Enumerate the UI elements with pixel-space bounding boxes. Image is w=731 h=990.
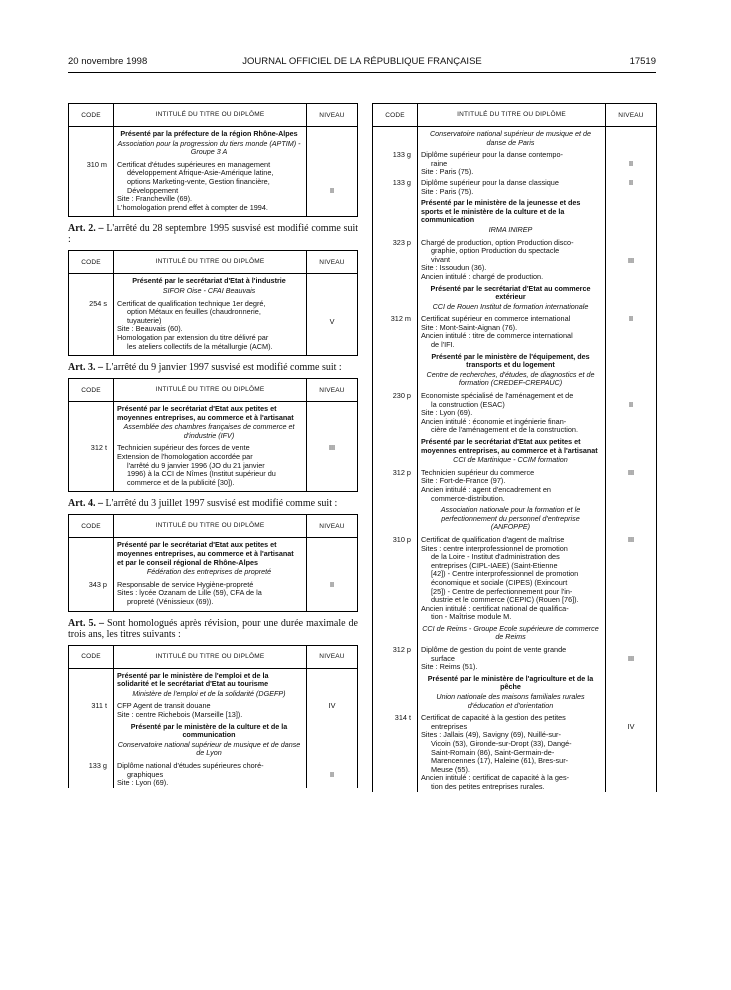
entry-line: graphie, option Production du spectacle bbox=[431, 246, 560, 256]
entry-line: Sites : Jallais (49), Savigny (69), Nuillé-sur- bbox=[421, 730, 561, 740]
organization: Ministère de l'emploi et de la solidarité (DGEFP) bbox=[132, 688, 286, 698]
col-level-header: NIVEAU bbox=[319, 111, 345, 119]
article-number: Art. 2. – bbox=[68, 223, 104, 235]
entry-code: 230 p bbox=[392, 391, 411, 401]
entry-level: III bbox=[328, 443, 336, 453]
table-4 bbox=[68, 514, 358, 611]
organization: Centre de recherches, d'études, de diagnostics et de formation (CREDEF-CREPAUC) bbox=[426, 369, 595, 388]
organization: CCI de Rouen Institut de formation internationale bbox=[432, 301, 589, 311]
organization: Association nationale pour la formation et le perfectionnement du personnel d'entreprise (ANFOPPE) bbox=[440, 505, 581, 532]
table-body bbox=[69, 402, 357, 491]
entry-line: tion - Maîtrise module M. bbox=[431, 612, 512, 622]
entry-line: Site : Lyon (69). bbox=[421, 408, 473, 418]
entry-line: Diplôme supérieur pour la danse contempo- bbox=[421, 150, 563, 160]
entry-line: Marencennes (17), Haleine (61), Bres-sur- bbox=[431, 756, 569, 766]
entry-level: II bbox=[628, 177, 634, 187]
entry-line: Site : Issoudun (36). bbox=[421, 263, 487, 273]
presenter: Présenté par le secrétariat d'Etat au commerce extérieur bbox=[430, 283, 591, 302]
entry-line: Site : Paris (75). bbox=[421, 167, 474, 177]
entry-level: II bbox=[628, 159, 634, 169]
entry-line: Saint-Romain (86), Saint-Germain-de- bbox=[431, 747, 555, 757]
entry-code: 312 p bbox=[392, 467, 411, 477]
table-row bbox=[373, 390, 656, 435]
col-title-header: INTITULÉ DU TITRE OU DIPLÔME bbox=[113, 104, 307, 126]
presenter: Présenté par le secrétariat d'Etat aux petites et moyennes entreprises, au commerce et à l'artisanat bbox=[117, 404, 294, 422]
organization: SIFOR Oise - CFAI Beauvais bbox=[162, 285, 256, 295]
entry-code: 312 p bbox=[392, 645, 411, 655]
entry-line: les ateliers collectifs de la métallurgie (ACM). bbox=[127, 341, 273, 351]
article-text: L'arrêté du 9 janvier 1997 susvisé est modifié comme suit : bbox=[105, 362, 342, 374]
entry-line: Diplôme supérieur pour la danse classique bbox=[421, 177, 559, 187]
entry-level: III bbox=[627, 654, 635, 664]
table-body bbox=[69, 669, 357, 788]
entry-level: II bbox=[628, 400, 634, 410]
entry-line: tuyauterie) bbox=[127, 315, 162, 325]
presenter: Présenté par le ministère de l'agriculture et de la pêche bbox=[427, 673, 594, 692]
entry-line: tion des petites entreprises rurales. bbox=[431, 781, 545, 791]
entry-line: Certificat de capacité à la gestion des petites bbox=[421, 713, 566, 723]
left-column bbox=[68, 103, 358, 788]
entry-line: Ancien intitulé : titre de commerce international bbox=[421, 331, 573, 341]
col-level-header: NIVEAU bbox=[319, 522, 345, 530]
entry-line: Technicien supérieur des forces de vente bbox=[117, 443, 250, 453]
entry-line: Meuse (55). bbox=[431, 764, 470, 774]
entry-line: [25]) - Centre de perfectionnement pour l'in- bbox=[431, 586, 573, 596]
table-header bbox=[69, 379, 357, 402]
right-column bbox=[372, 103, 657, 792]
article-3 bbox=[68, 362, 358, 373]
table-row bbox=[373, 712, 656, 791]
organization: CCI de Reims - Groupe Ecole supérieure de commerce de Reims bbox=[422, 623, 599, 642]
col-level-header: NIVEAU bbox=[618, 111, 644, 119]
entry-line: Certificat supérieur en commerce international bbox=[421, 314, 571, 324]
entry-line: Extension de l'homologation accordée par bbox=[117, 452, 253, 462]
table-header bbox=[373, 104, 656, 127]
table-5 bbox=[68, 645, 358, 788]
header-rule bbox=[68, 72, 656, 73]
entry-line: options Marketing-vente, Gestion financière, bbox=[127, 176, 270, 186]
entry-line: Certificat d'études supérieures en management bbox=[117, 159, 271, 169]
table-row bbox=[373, 534, 656, 622]
entry-line: surface bbox=[431, 653, 455, 663]
table-1 bbox=[68, 103, 358, 217]
entry-line: Responsable de service Hygiène-propreté bbox=[117, 579, 254, 589]
col-level-header: NIVEAU bbox=[319, 653, 345, 661]
table-body bbox=[69, 538, 357, 610]
col-code-header: CODE bbox=[385, 111, 405, 119]
col-title-header: INTITULÉ DU TITRE OU DIPLÔME bbox=[113, 646, 307, 668]
entry-line: 1996) à la CCI de Nîmes (Institut supérieur du bbox=[127, 469, 276, 479]
entry-line: cière de l'aménagement et de la construction. bbox=[431, 425, 579, 435]
entry-code: 310 m bbox=[86, 159, 107, 169]
article-4 bbox=[68, 498, 358, 509]
presenter: Présenté par le ministère de la jeunesse et des sports et le ministère de la culture et de la communication bbox=[421, 198, 581, 225]
col-title-header: INTITULÉ DU TITRE OU DIPLÔME bbox=[113, 379, 307, 401]
entry-line: commerce et de la publicité [30]). bbox=[127, 477, 235, 487]
entry-level: V bbox=[329, 316, 335, 326]
entry-line: de l'IFI. bbox=[431, 340, 455, 350]
presenter: Présenté par le secrétariat d'Etat aux petites et moyennes entreprises, au commerce et à l'artisanat et par le conseil régional de Rhône-Alpes bbox=[117, 540, 294, 567]
col-title-header: INTITULÉ DU TITRE OU DIPLÔME bbox=[417, 104, 606, 126]
entry-line: Certificat de qualification technique 1er degré, bbox=[117, 298, 266, 308]
entry-line: Site : Fort-de-France (97). bbox=[421, 476, 506, 486]
table-row bbox=[373, 177, 656, 196]
table-row bbox=[373, 467, 656, 503]
entry-code: 312 m bbox=[390, 314, 411, 324]
entry-code: 323 p bbox=[392, 237, 411, 247]
entry-line: Ancien intitulé : économie et ingénierie finan- bbox=[421, 416, 567, 426]
article-text: L'arrêté du 3 juillet 1997 susvisé est modifié comme suit : bbox=[105, 498, 338, 510]
entry-level: IV bbox=[627, 722, 635, 732]
col-title-header: INTITULÉ DU TITRE OU DIPLÔME bbox=[113, 515, 307, 537]
organization: Union nationale des maisons familiales rurales d'éducation et d'orientation bbox=[436, 692, 585, 710]
entry-line: CFP Agent de transit douane bbox=[117, 701, 211, 711]
entry-line: raine bbox=[431, 158, 448, 168]
table-row bbox=[373, 313, 656, 349]
entry-level: III bbox=[627, 255, 635, 265]
organization: Fédération des entreprises de propreté bbox=[146, 567, 272, 577]
entry-line: Homologation par extension du titre délivré par bbox=[117, 332, 269, 342]
entry-code: 133 g bbox=[392, 150, 411, 160]
entry-code: 312 t bbox=[90, 443, 107, 453]
entry-line: Site : Lyon (69). bbox=[117, 778, 169, 788]
organization: CCI de Martinique - CCIM formation bbox=[453, 455, 568, 465]
entry-line: Chargé de production, option Production disco- bbox=[421, 237, 574, 247]
entry-code: 311 t bbox=[91, 701, 107, 711]
entry-code: 343 p bbox=[88, 579, 107, 589]
entry-line: Ancien intitulé : certificat national de qualifica- bbox=[421, 603, 569, 613]
entry-line: dustrie et le commerce (CEPIC) (Rouen [76]). bbox=[431, 595, 579, 605]
entry-level: II bbox=[329, 185, 335, 195]
article-number: Art. 3. – bbox=[68, 362, 103, 374]
entry-line: de la Loire - Institut d'administration des bbox=[431, 552, 560, 562]
entry-level: III bbox=[627, 467, 635, 477]
presenter: Présenté par le ministère de l'emploi et de la solidarité et le secrétariat d'Etat au tourisme bbox=[117, 670, 269, 689]
page-header bbox=[68, 56, 656, 70]
entry-code: 314 t bbox=[394, 713, 411, 723]
table-3 bbox=[68, 378, 358, 492]
col-level-header: NIVEAU bbox=[319, 386, 345, 394]
entry-line: Sites : lycée Ozanam de Lille (59), CFA de la bbox=[117, 588, 262, 598]
entry-line: commerce-distribution. bbox=[431, 493, 505, 503]
presenter: Présenté par le ministère de la culture et de la communication bbox=[130, 721, 288, 740]
col-level-header: NIVEAU bbox=[319, 258, 345, 266]
entry-line: Site : centre Richebois (Marseille [13]). bbox=[117, 709, 243, 719]
entry-line: Vicoin (53), Gironde-sur-Dropt (33), Dangé- bbox=[431, 739, 572, 748]
entry-line: propreté (Vénissieux (69)). bbox=[127, 597, 214, 606]
table-row bbox=[373, 237, 656, 282]
entry-line: Site : Francheville (69). bbox=[117, 194, 193, 204]
entry-level: II bbox=[329, 579, 335, 589]
entry-code: 310 p bbox=[392, 534, 411, 544]
entry-code: 254 s bbox=[89, 298, 107, 308]
entry-level: IV bbox=[328, 701, 336, 711]
col-title-header: INTITULÉ DU TITRE OU DIPLÔME bbox=[113, 251, 307, 273]
entry-code: 133 g bbox=[88, 760, 107, 770]
article-5 bbox=[68, 618, 358, 640]
entry-line: graphiques bbox=[127, 769, 164, 779]
table-body bbox=[69, 274, 357, 355]
entry-line: Diplôme de gestion du point de vente grande bbox=[421, 645, 567, 655]
article-text: L'arrêté du 28 septembre 1995 susvisé est modifié comme suit : bbox=[68, 223, 359, 246]
entry-line: Economiste spécialisé de l'aménagement et de bbox=[421, 391, 574, 401]
entry-line: entreprises bbox=[431, 721, 468, 731]
table-header bbox=[69, 515, 357, 538]
organization: Assemblée des chambres françaises de commerce et d'industrie (IFV) bbox=[123, 422, 295, 440]
article-number: Art. 5. – bbox=[68, 617, 105, 629]
entry-line: Site : Paris (75). bbox=[421, 186, 474, 196]
organization: Conservatoire national supérieur de musique et de danse de Lyon bbox=[117, 739, 301, 758]
presenter: Présenté par le secrétariat d'Etat aux petites et moyennes entreprises, au commerce et à l'artisanat bbox=[421, 437, 598, 455]
article-2 bbox=[68, 223, 358, 245]
entry-line: Ancien intitulé : agent d'encadrement en bbox=[421, 484, 551, 494]
presenter: Présenté par la préfecture de la région Rhône-Alpes bbox=[120, 129, 298, 138]
table-header bbox=[69, 251, 357, 274]
article-number: Art. 4. – bbox=[68, 498, 103, 510]
entry-code: 133 g bbox=[392, 177, 411, 187]
entry-level: II bbox=[329, 769, 335, 779]
table-2 bbox=[68, 250, 358, 356]
table-row bbox=[373, 644, 656, 672]
entry-line: Certificat de qualification d'agent de maîtrise bbox=[421, 534, 565, 544]
article-text: Sont homologués après révision, pour une durée maximale de trois ans, les titres suivants : bbox=[68, 617, 358, 640]
entry-line: Site : Reims (51). bbox=[421, 662, 478, 672]
organization: IRMA INIREP bbox=[488, 224, 533, 234]
table-row bbox=[373, 149, 656, 177]
entry-line: la construction (ESAC) bbox=[431, 399, 505, 409]
col-code-header: CODE bbox=[81, 653, 101, 661]
presenter: Présenté par le secrétariat d'Etat à l'industrie bbox=[132, 276, 286, 286]
entry-line: Technicien supérieur du commerce bbox=[421, 467, 535, 477]
entry-line: [42]) - Centre interprofessionnel de promotion bbox=[431, 569, 579, 579]
organization: Association pour la progression du tiers monde (APTIM) - Groupe 3 A bbox=[117, 138, 301, 157]
header-title: JOURNAL OFFICIEL DE LA RÉPUBLIQUE FRANÇAISE bbox=[242, 56, 482, 67]
entry-line: Ancien intitulé : chargé de production. bbox=[421, 271, 544, 281]
col-code-header: CODE bbox=[81, 386, 101, 394]
entry-line: Diplôme national d'études supérieures choré- bbox=[117, 760, 264, 770]
col-code-header: CODE bbox=[81, 111, 101, 119]
col-code-header: CODE bbox=[81, 522, 101, 530]
table-body bbox=[69, 127, 357, 216]
col-code-header: CODE bbox=[81, 258, 101, 266]
entry-line: vivant bbox=[431, 254, 451, 264]
entry-line: développement Afrique-Asie-Amérique latine, bbox=[127, 168, 274, 178]
presenter: Présenté par le ministère de l'équipement, des transports et du logement bbox=[431, 351, 590, 370]
header-page-number: 17519 bbox=[629, 56, 656, 67]
entry-line: Développement bbox=[127, 185, 179, 195]
entry-line: entreprises (CIPL-IAEE) (Saint-Etienne bbox=[431, 560, 558, 570]
entry-line: l'arrêté du 9 janvier 1996 (JO du 21 janvier bbox=[127, 460, 265, 470]
entry-line: Site : Beauvais (60). bbox=[117, 324, 183, 334]
entry-line: L'homologation prend effet à compter de 1994. bbox=[117, 202, 268, 212]
entry-level: II bbox=[628, 314, 634, 324]
organization: Conservatoire national supérieur de musique et de danse de Paris bbox=[429, 129, 592, 147]
entry-line: Sites : centre interprofessionnel de promotion bbox=[421, 543, 568, 553]
entry-line: Site : Mont-Saint-Aignan (76). bbox=[421, 322, 518, 332]
table-body bbox=[373, 127, 656, 792]
entry-level: III bbox=[627, 534, 635, 544]
header-date: 20 novembre 1998 bbox=[68, 56, 148, 67]
table-6 bbox=[372, 103, 657, 792]
table-header bbox=[69, 104, 357, 127]
entry-line: économique et sociale (CIPES) (Exincourt bbox=[431, 577, 568, 587]
table-header bbox=[69, 646, 357, 669]
entry-line: option Métaux en feuilles (chaudronnerie, bbox=[127, 307, 261, 317]
entry-line: Ancien intitulé : certificat de capacité à la ges- bbox=[421, 773, 570, 783]
